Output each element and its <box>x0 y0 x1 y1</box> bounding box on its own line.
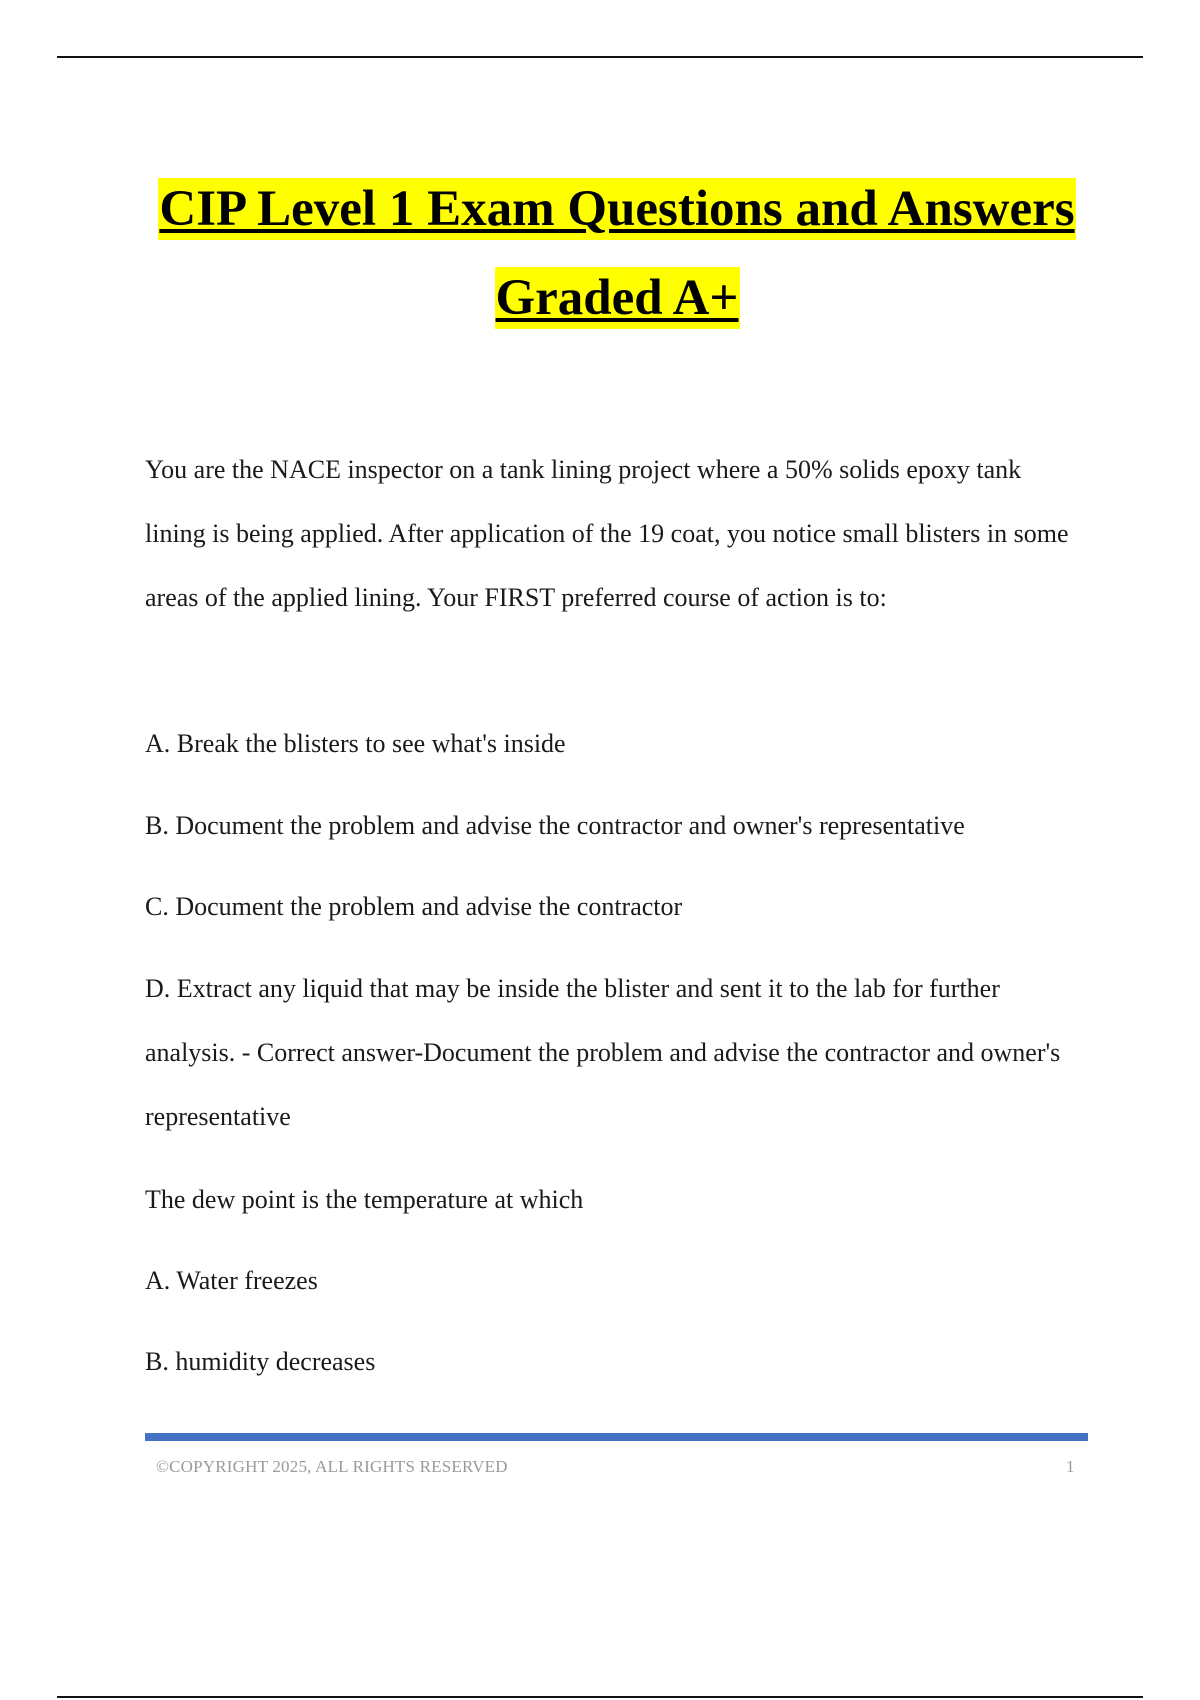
footer-copyright: ©COPYRIGHT 2025, ALL RIGHTS RESERVED <box>156 1457 508 1476</box>
document-title <box>145 178 1089 329</box>
question-1-option-a: A. Break the blisters to see what's inside <box>145 729 566 758</box>
question-2-option-a: A. Water freezes <box>145 1266 318 1295</box>
page-bottom-rule <box>57 1696 1143 1698</box>
question-1-prompt: You are the NACE inspector on a tank lining project where a 50% solids epoxy tank lining is being applied. After application of the 19 coat, you notice small blisters in some areas of the applied lining. Your FIRST preferred course of action is to: <box>145 455 1069 612</box>
title-line-1: CIP Level 1 Exam Questions and Answers <box>158 178 1075 240</box>
question-2-option-b: B. humidity decreases <box>145 1347 376 1376</box>
footer-page-number: 1 <box>1066 1457 1075 1476</box>
question-1-option-b: B. Document the problem and advise the contractor and owner's representative <box>145 811 965 840</box>
question-1-option-c: C. Document the problem and advise the contractor <box>145 892 683 921</box>
question-2-prompt: The dew point is the temperature at which <box>145 1185 584 1214</box>
question-1-option-d-answer: D. Extract any liquid that may be inside the blister and sent it to the lab for further analysis. - Correct answer-Document the problem and advise the contractor and owner's representative <box>145 974 1061 1131</box>
footer-divider-bar <box>145 1433 1088 1441</box>
page-top-rule <box>57 56 1143 58</box>
title-line-2: Graded A+ <box>495 267 740 329</box>
